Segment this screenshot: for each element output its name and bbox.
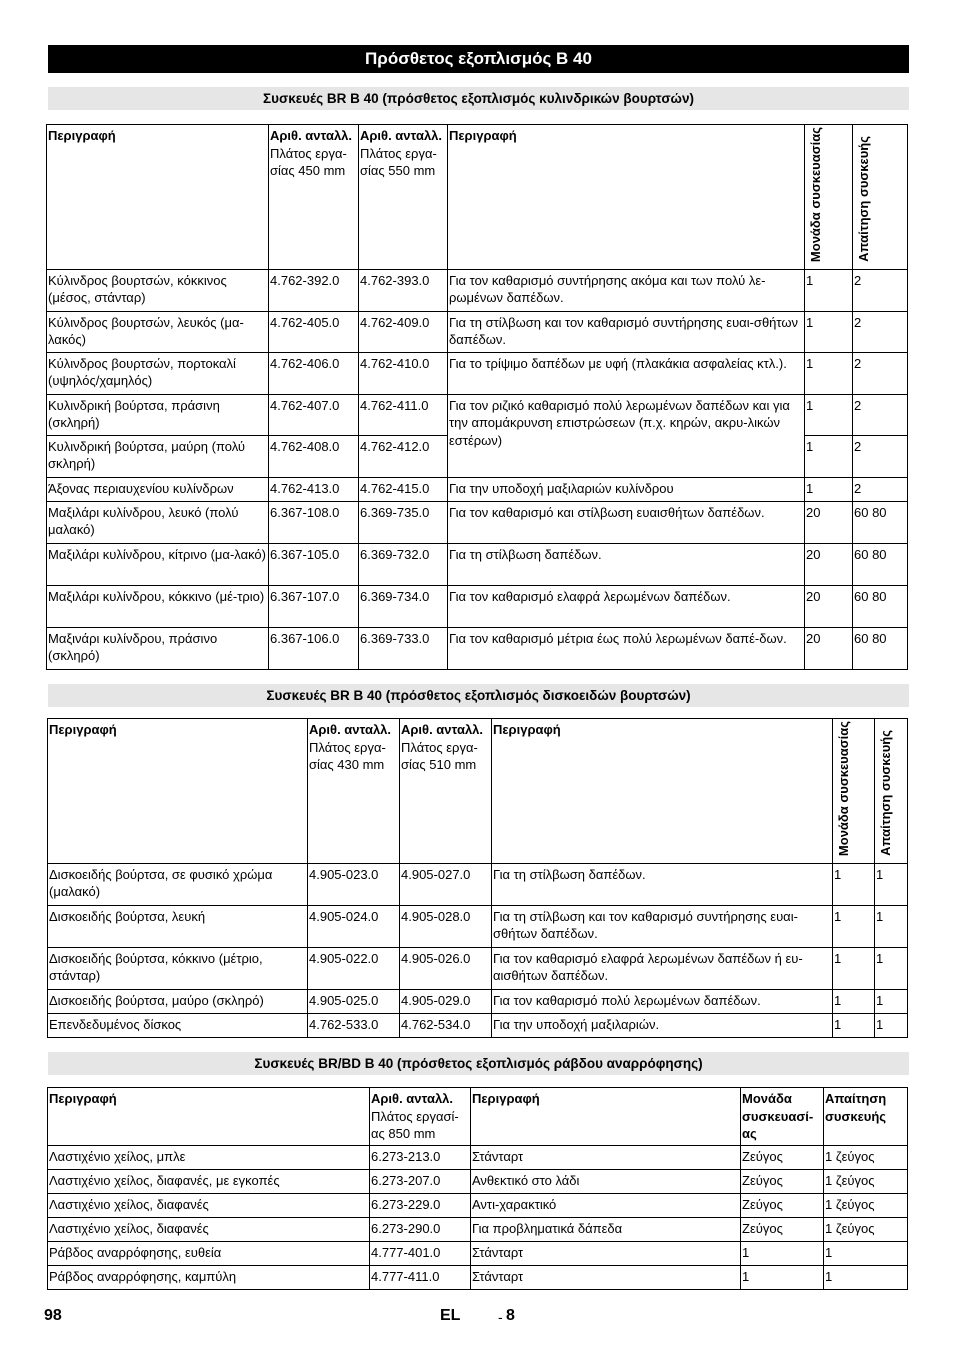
cell-part-number: 4.905-028.0 bbox=[400, 905, 492, 947]
cell-description: Δισκοειδής βούρτσα, σε φυσικό χρώμα (μαλακό) bbox=[48, 863, 308, 905]
section-heading-cylindrical: Συσκευές BR B 40 (πρόσθετος εξοπλισμός κυλινδρικών βουρτσών) bbox=[48, 87, 909, 110]
table-row bbox=[48, 1265, 908, 1289]
table-row bbox=[47, 311, 908, 352]
cell-requirement: 1 ζεύγος bbox=[824, 1193, 908, 1217]
cell-part-number: 6.369-732.0 bbox=[359, 543, 448, 585]
cell-part-number: 4.762-392.0 bbox=[269, 269, 359, 311]
cell-description: Κύλινδρος βουρτσών, κόκκινος (μέσος, στάνταρ) bbox=[47, 269, 269, 311]
cell-description: Άξονας περιαυχενίου κυλίνδρων bbox=[47, 477, 269, 501]
col-header-part-450: Αριθ. ανταλλ. Πλάτος εργα-σίας 450 mm bbox=[269, 125, 359, 270]
cell-purpose: Για το τρίψιμο δαπέδων με υφή (πλακάκια ασφαλείας κτλ.). bbox=[448, 352, 805, 394]
table-row bbox=[48, 1013, 908, 1037]
cell-description: Ράβδος αναρρόφησης, ευθεία bbox=[48, 1241, 370, 1265]
cell-purpose: Για τον καθαρισμό πολύ λερωμένων δαπέδων. bbox=[492, 989, 833, 1013]
cylindrical-brush-table bbox=[46, 124, 908, 670]
cell-requirement: 1 bbox=[875, 863, 908, 905]
cell-description: Κύλινδρος βουρτσών, λευκός (μα-λακός) bbox=[47, 311, 269, 352]
cell-description: Ράβδος αναρρόφησης, καμπύλη bbox=[48, 1265, 370, 1289]
cell-purpose: Στάνταρτ bbox=[471, 1241, 741, 1265]
cell-purpose: Για τη στίλβωση και τον καθαρισμό συντήρησης ευαι-σθήτων δαπέδων. bbox=[492, 905, 833, 947]
table-row bbox=[47, 501, 908, 543]
cell-part-number: 6.367-108.0 bbox=[269, 501, 359, 543]
cell-part-number: 4.762-405.0 bbox=[269, 311, 359, 352]
cell-unit: 1 bbox=[805, 394, 853, 435]
cell-unit: 1 bbox=[741, 1265, 824, 1289]
cell-requirement: 60 80 bbox=[853, 543, 908, 585]
page-number: 98 bbox=[44, 1307, 62, 1324]
cell-purpose: Στάνταρτ bbox=[471, 1265, 741, 1289]
table-row bbox=[48, 1193, 908, 1217]
cell-requirement: 1 ζεύγος bbox=[824, 1145, 908, 1169]
cell-part-number: 4.905-024.0 bbox=[308, 905, 400, 947]
cell-purpose: Για τον ριζικό καθαρισμό πολύ λερωμένων δαπέδων και για την απομάκρυνση επιστρώσεων (π.χ. κηρών, ακρυ-λικών εστέρων) bbox=[448, 394, 805, 477]
cell-description: Μαξιλάρι κυλίνδρου, κόκκινο (μέ-τριο) bbox=[47, 585, 269, 627]
col-header-part-850: Αριθ. ανταλλ. Πλάτος εργασί-ας 850 mm bbox=[370, 1088, 471, 1146]
col-header-purpose: Περιγραφή bbox=[492, 719, 833, 864]
cell-requirement: 60 80 bbox=[853, 501, 908, 543]
cell-unit: 1 bbox=[741, 1241, 824, 1265]
cell-part-number: 4.762-412.0 bbox=[359, 435, 448, 477]
cell-part-number: 4.762-413.0 bbox=[269, 477, 359, 501]
section-heading-suction-bar: Συσκευές BR/BD B 40 (πρόσθετος εξοπλισμός ράβδου αναρρόφησης) bbox=[48, 1052, 909, 1075]
cell-requirement: 1 ζεύγος bbox=[824, 1217, 908, 1241]
table-row bbox=[48, 989, 908, 1013]
cell-unit: Ζεύγος bbox=[741, 1169, 824, 1193]
cell-part-number: 4.905-026.0 bbox=[400, 947, 492, 989]
cell-requirement: 1 bbox=[875, 905, 908, 947]
cell-purpose: Για τον καθαρισμό μέτρια έως πολύ λερωμένων δαπέ-δων. bbox=[448, 627, 805, 669]
cell-purpose: Για τη στίλβωση δαπέδων. bbox=[448, 543, 805, 585]
cell-purpose: Για τη στίλβωση δαπέδων. bbox=[492, 863, 833, 905]
cell-description: Λαστιχένιο χείλος, διαφανές, με εγκοπές bbox=[48, 1169, 370, 1193]
cell-purpose: Για τον καθαρισμό και στίλβωση ευαισθήτων δαπέδων. bbox=[448, 501, 805, 543]
col-header-description: Περιγραφή bbox=[47, 125, 269, 270]
cell-requirement: 1 bbox=[875, 989, 908, 1013]
cell-description: Κυλινδρική βούρτσα, πράσινη (σκληρή) bbox=[47, 394, 269, 435]
cell-requirement: 60 80 bbox=[853, 627, 908, 669]
cell-requirement: 1 bbox=[824, 1265, 908, 1289]
cell-requirement: 2 bbox=[853, 435, 908, 477]
cell-purpose: Στάνταρτ bbox=[471, 1145, 741, 1169]
cell-description: Κύλινδρος βουρτσών, πορτοκαλί (υψηλός/χαμηλός) bbox=[47, 352, 269, 394]
cell-part-number: 4.762-407.0 bbox=[269, 394, 359, 435]
cell-part-number: 4.777-411.0 bbox=[370, 1265, 471, 1289]
cell-purpose: Για τον καθαρισμό ελαφρά λερωμένων δαπέδων ή ευ-αισθήτων δαπέδων. bbox=[492, 947, 833, 989]
cell-unit: Ζεύγος bbox=[741, 1145, 824, 1169]
cell-part-number: 6.367-105.0 bbox=[269, 543, 359, 585]
disc-brush-table bbox=[47, 718, 908, 1038]
table-row bbox=[47, 543, 908, 585]
cell-part-number: 6.369-733.0 bbox=[359, 627, 448, 669]
cell-part-number: 4.905-023.0 bbox=[308, 863, 400, 905]
table-row bbox=[47, 269, 908, 311]
cell-part-number: 4.762-406.0 bbox=[269, 352, 359, 394]
cell-description: Δισκοειδής βούρτσα, λευκή bbox=[48, 905, 308, 947]
cell-unit: 1 bbox=[833, 989, 875, 1013]
cell-part-number: 4.905-029.0 bbox=[400, 989, 492, 1013]
table-row bbox=[48, 863, 908, 905]
col-header-part-550: Αριθ. ανταλλ. Πλάτος εργα-σίας 550 mm bbox=[359, 125, 448, 270]
cell-part-number: 4.762-408.0 bbox=[269, 435, 359, 477]
cell-part-number: 4.905-022.0 bbox=[308, 947, 400, 989]
cell-part-number: 6.273-290.0 bbox=[370, 1217, 471, 1241]
cell-part-number: 6.273-213.0 bbox=[370, 1145, 471, 1169]
cell-unit: 1 bbox=[805, 352, 853, 394]
cell-unit: 20 bbox=[805, 501, 853, 543]
cell-part-number: 4.777-401.0 bbox=[370, 1241, 471, 1265]
table-row bbox=[47, 352, 908, 394]
cell-part-number: 6.369-735.0 bbox=[359, 501, 448, 543]
table-row bbox=[48, 947, 908, 989]
cell-requirement: 2 bbox=[853, 394, 908, 435]
footer-separator: - bbox=[498, 1309, 503, 1325]
table-row bbox=[48, 1241, 908, 1265]
cell-description: Δισκοειδής βούρτσα, κόκκινο (μέτριο, στάνταρ) bbox=[48, 947, 308, 989]
cell-requirement: 2 bbox=[853, 352, 908, 394]
col-header-requirement: Απαίτηση συσκευής bbox=[853, 125, 908, 270]
cell-requirement: 1 bbox=[875, 947, 908, 989]
col-header-unit: Μονάδα συσκευασίας bbox=[805, 125, 853, 270]
cell-purpose: Για προβληματικά δάπεδα bbox=[471, 1217, 741, 1241]
table-row bbox=[47, 585, 908, 627]
cell-part-number: 6.367-106.0 bbox=[269, 627, 359, 669]
cell-requirement: 2 bbox=[853, 311, 908, 352]
cell-requirement: 60 80 bbox=[853, 585, 908, 627]
page-title: Πρόσθετος εξοπλισμός B 40 bbox=[48, 45, 909, 73]
cell-unit: Ζεύγος bbox=[741, 1193, 824, 1217]
cell-purpose: Ανθεκτικό στο λάδι bbox=[471, 1169, 741, 1193]
cell-unit: 1 bbox=[833, 863, 875, 905]
col-header-part-430: Αριθ. ανταλλ. Πλάτος εργα-σίας 430 mm bbox=[308, 719, 400, 864]
cell-part-number: 4.762-411.0 bbox=[359, 394, 448, 435]
cell-description: Κυλινδρική βούρτσα, μαύρη (πολύ σκληρή) bbox=[47, 435, 269, 477]
cell-description: Δισκοειδής βούρτσα, μαύρο (σκληρό) bbox=[48, 989, 308, 1013]
table-row bbox=[48, 1169, 908, 1193]
cell-unit: 20 bbox=[805, 627, 853, 669]
table-row bbox=[48, 1217, 908, 1241]
table-row bbox=[47, 477, 908, 501]
col-header-purpose: Περιγραφή bbox=[471, 1088, 741, 1146]
cell-unit: 20 bbox=[805, 543, 853, 585]
col-header-requirement: Απαίτηση συσκευής bbox=[875, 719, 908, 864]
cell-description: Λαστιχένιο χείλος, διαφανές bbox=[48, 1217, 370, 1241]
col-header-purpose: Περιγραφή bbox=[448, 125, 805, 270]
cell-requirement: 1 bbox=[824, 1241, 908, 1265]
col-header-requirement: Απαίτηση συσκευής bbox=[824, 1088, 908, 1146]
cell-part-number: 4.762-393.0 bbox=[359, 269, 448, 311]
cell-part-number: 6.369-734.0 bbox=[359, 585, 448, 627]
cell-description: Λαστιχένιο χείλος, μπλε bbox=[48, 1145, 370, 1169]
col-header-description: Περιγραφή bbox=[48, 1088, 370, 1146]
cell-requirement: 1 ζεύγος bbox=[824, 1169, 908, 1193]
cell-part-number: 4.762-534.0 bbox=[400, 1013, 492, 1037]
section-heading-disc: Συσκευές BR B 40 (πρόσθετος εξοπλισμός δισκοειδών βουρτσών) bbox=[48, 684, 909, 707]
cell-part-number: 4.762-410.0 bbox=[359, 352, 448, 394]
table-row bbox=[48, 905, 908, 947]
cell-part-number: 4.762-409.0 bbox=[359, 311, 448, 352]
cell-unit: 1 bbox=[833, 947, 875, 989]
cell-unit: 1 bbox=[833, 1013, 875, 1037]
cell-part-number: 4.762-533.0 bbox=[308, 1013, 400, 1037]
cell-unit: 1 bbox=[805, 311, 853, 352]
cell-requirement: 2 bbox=[853, 269, 908, 311]
cell-part-number: 6.367-107.0 bbox=[269, 585, 359, 627]
table-row bbox=[47, 394, 908, 435]
cell-purpose: Αντι-χαρακτικό bbox=[471, 1193, 741, 1217]
col-header-part-510: Αριθ. ανταλλ. Πλάτος εργα-σίας 510 mm bbox=[400, 719, 492, 864]
cell-requirement: 1 bbox=[875, 1013, 908, 1037]
cell-unit: 1 bbox=[805, 435, 853, 477]
cell-part-number: 4.762-415.0 bbox=[359, 477, 448, 501]
cell-description: Λαστιχένιο χείλος, διαφανές bbox=[48, 1193, 370, 1217]
cell-description: Επενδεδυμένος δίσκος bbox=[48, 1013, 308, 1037]
language-code: EL bbox=[440, 1307, 461, 1324]
table-row bbox=[48, 1145, 908, 1169]
cell-unit: 20 bbox=[805, 585, 853, 627]
cell-part-number: 4.905-025.0 bbox=[308, 989, 400, 1013]
cell-part-number: 6.273-207.0 bbox=[370, 1169, 471, 1193]
cell-part-number: 4.905-027.0 bbox=[400, 863, 492, 905]
cell-description: Μαξιλάρι κυλίνδρου, κίτρινο (μα-λακό) bbox=[47, 543, 269, 585]
col-header-unit: Μονάδα συσκευασί-ας bbox=[741, 1088, 824, 1146]
cell-requirement: 2 bbox=[853, 477, 908, 501]
cell-purpose: Για την υποδοχή μαξιλαριών κυλίνδρου bbox=[448, 477, 805, 501]
cell-unit: 1 bbox=[805, 477, 853, 501]
cell-purpose: Για τον καθαρισμό συντήρησης ακόμα και των πολύ λε-ρωμένων δαπέδων. bbox=[448, 269, 805, 311]
col-header-description: Περιγραφή bbox=[48, 719, 308, 864]
cell-description: Μαξιλάρι κυλίνδρου, λευκό (πολύ μαλακό) bbox=[47, 501, 269, 543]
cell-purpose: Για τη στίλβωση και τον καθαρισμό συντήρησης ευαι-σθήτων δαπέδων. bbox=[448, 311, 805, 352]
col-header-unit: Μονάδα συσκευασίας bbox=[833, 719, 875, 864]
cell-description: Μαξινάρι κυλίνδρου, πράσινο (σκληρό) bbox=[47, 627, 269, 669]
cell-purpose: Για τον καθαρισμό ελαφρά λερωμένων δαπέδων. bbox=[448, 585, 805, 627]
suction-bar-table bbox=[47, 1087, 908, 1290]
cell-unit: Ζεύγος bbox=[741, 1217, 824, 1241]
cell-purpose: Για την υποδοχή μαξιλαριών. bbox=[492, 1013, 833, 1037]
section-page-number: 8 bbox=[506, 1307, 515, 1324]
cell-unit: 1 bbox=[833, 905, 875, 947]
cell-part-number: 6.273-229.0 bbox=[370, 1193, 471, 1217]
cell-unit: 1 bbox=[805, 269, 853, 311]
table-row bbox=[47, 627, 908, 669]
